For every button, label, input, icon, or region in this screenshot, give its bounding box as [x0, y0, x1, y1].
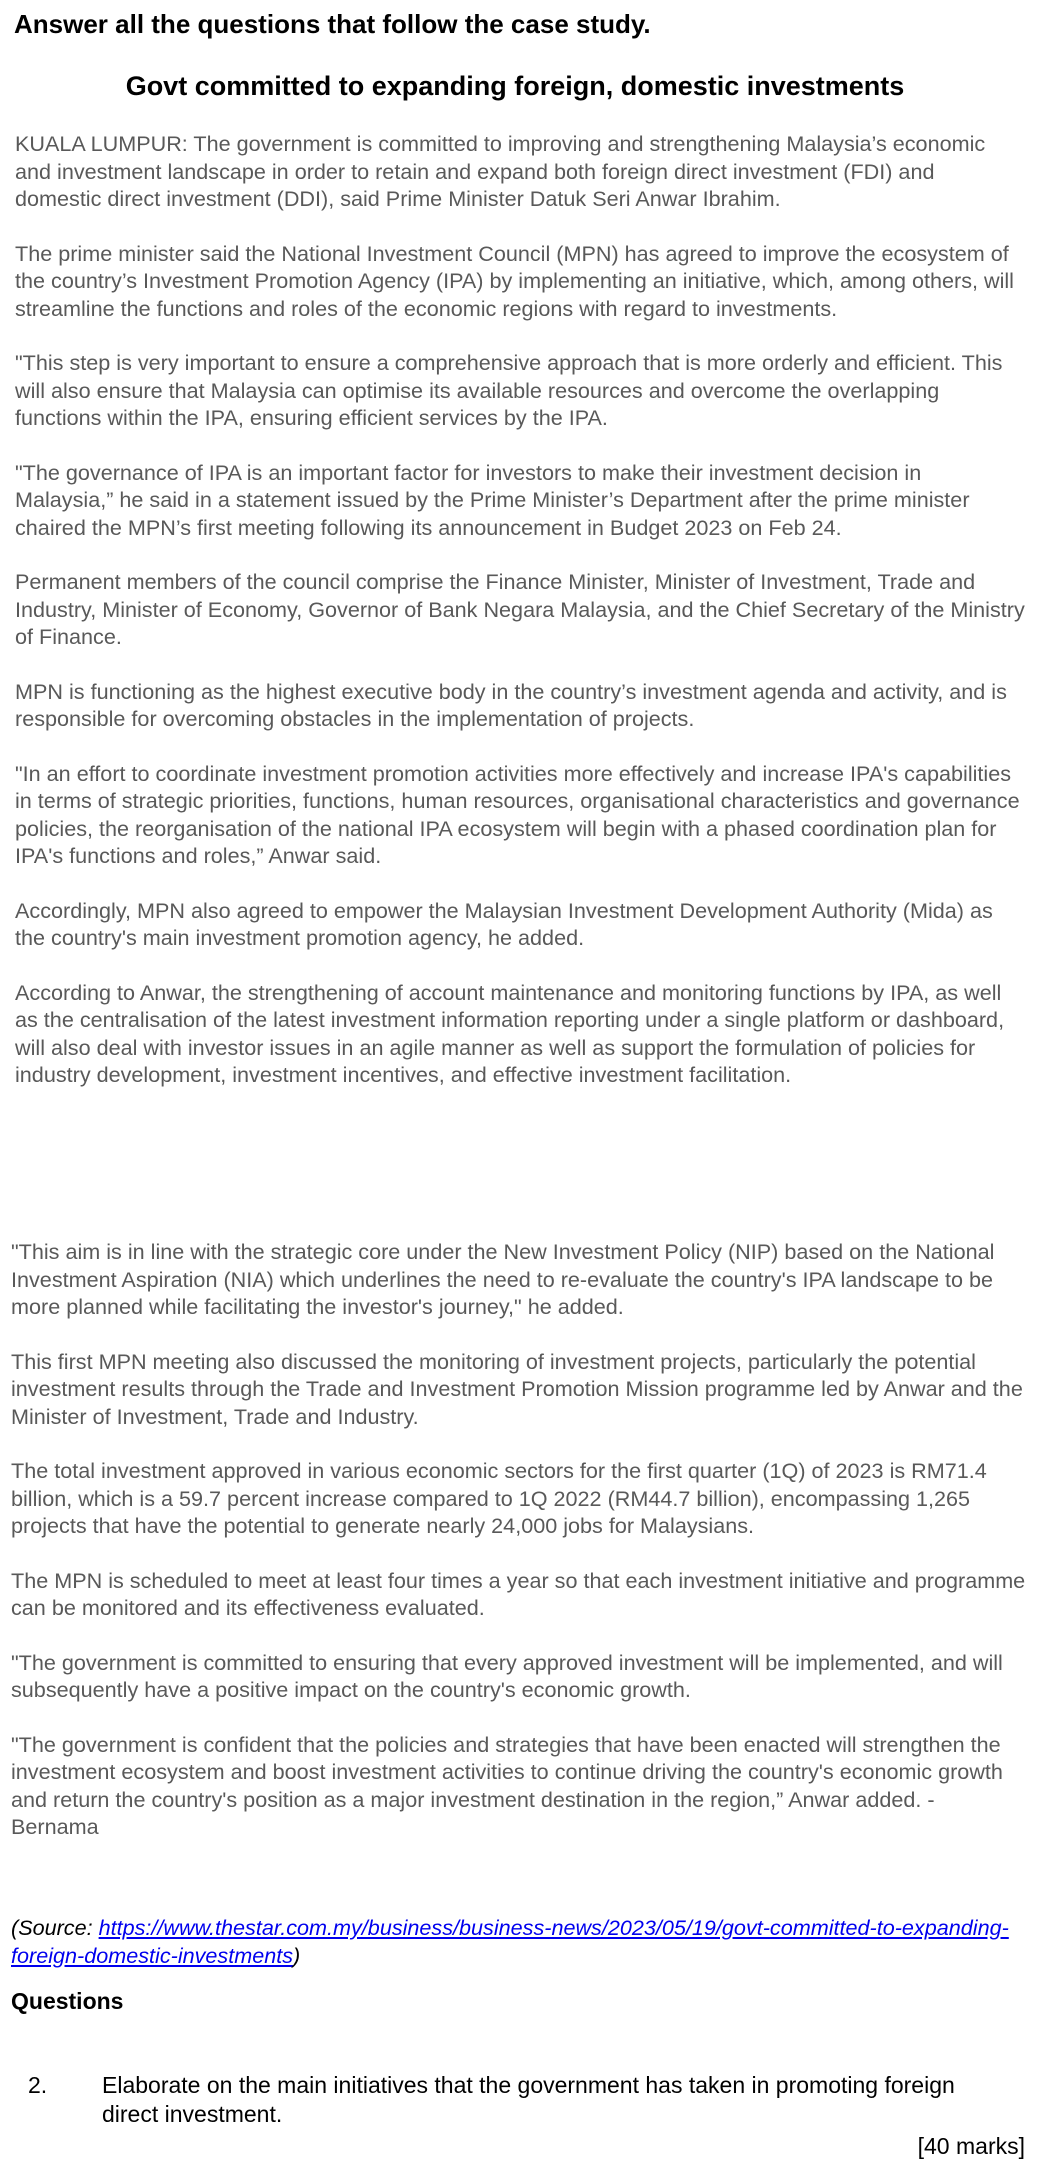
source-link[interactable]: https://www.thestar.com.my/business/business-news/2023/05/19/govt-committed-to-expanding-foreign-domestic-investments [11, 1915, 1009, 1968]
article-body-part1 [15, 130, 1025, 1116]
source-prefix: (Source: [11, 1915, 99, 1940]
article-paragraph: "The government is committed to ensuring that every approved investment will be implemented, and will subsequently have a positive impact on the country's economic growth. [11, 1649, 1003, 1702]
article-paragraph: "In an effort to coordinate investment promotion activities more effectively and increase IPA's capabilities in terms of strategic priorities, functions, human resources, organisational characteristics and governance policies, the reorganisation of the national IPA ecosystem will begin with a phased coordination plan for IPA's functions and roles,” Anwar said. [15, 760, 1020, 868]
questions-heading: Questions [11, 1988, 124, 2014]
article-paragraph: According to Anwar, the strengthening of account maintenance and monitoring functions by IPA, as well as the centralisation of the latest investment information reporting under a single platform or dashboard, will also deal with investor issues in an agile manner as well as support the formulation of policies for industry development, investment incentives, and effective investment facilitation. [15, 979, 1005, 1087]
article-paragraph: KUALA LUMPUR: The government is committed to improving and strengthening Malaysia’s economic and investment landscape in order to retain and expand both foreign direct investment (FDI) and domestic direct investment (DDI), said Prime Minister Datuk Seri Anwar Ibrahim. [15, 131, 986, 211]
question-number: 2. [28, 2072, 48, 2098]
article-paragraph: "The government is confident that the policies and strategies that have been enacted will strengthen the investment ecosystem and boost investment activities to continue driving the country's economic growth and return the country's position as a major investment destination in the region,” Anwar added. - Bernama [11, 1731, 1003, 1839]
source-suffix: ) [293, 1942, 301, 1968]
source-citation [11, 1914, 1021, 1969]
article-paragraph: "The governance of IPA is an important factor for investors to make their investment decision in Malaysia,” he said in a statement issued by the Prime Minister’s Department after the prime minister chaired the MPN’s first meeting following its announcement in Budget 2023 on Feb 24. [15, 459, 970, 540]
article-paragraph: The total investment approved in various economic sectors for the first quarter (1Q) of 2023 is RM71.4 billion, which is a 59.7 percent increase compared to 1Q 2022 (RM44.7 billion), encompassing 1,265 projects that have the potential to generate nearly 24,000 jobs for Malaysians. [11, 1458, 987, 1538]
article-paragraph: "This aim is in line with the strategic core under the New Investment Policy (NIP) based on the National Investment Aspiration (NIA) which underlines the need to re-evaluate the country's IPA landscape to be more planned while facilitating the investor's journey," he added. [11, 1239, 995, 1319]
article-paragraph: MPN is functioning as the highest executive body in the country’s investment agenda and activity, and is responsible for overcoming obstacles in the implementation of projects. [15, 678, 1007, 731]
article-paragraph: "This step is very important to ensure a comprehensive approach that is more orderly and efficient. This will also ensure that Malaysia can optimise its available resources and overcome the overlapping functions within the IPA, ensuring efficient services by the IPA. [15, 350, 1003, 430]
article-paragraph: The prime minister said the National Investment Council (MPN) has agreed to improve the ecosystem of the country’s Investment Promotion Agency (IPA) by implementing an initiative, which, among others, will streamline the functions and roles of the economic regions with regard to investments. [15, 240, 1014, 321]
article-paragraph: Permanent members of the council comprise the Finance Minister, Minister of Investment, Trade and Industry, Minister of Economy, Governor of Bank Negara Malaysia, and the Chief Secretary of the Ministry of Finance. [15, 569, 1025, 649]
article-paragraph: Accordingly, MPN also agreed to empower the Malaysian Investment Development Authority (Mida) as the country's main investment promotion agency, he added. [15, 897, 993, 950]
article-body-part2 [11, 1238, 1026, 1868]
instruction-heading: Answer all the questions that follow the case study. [14, 9, 651, 39]
article-paragraph: The MPN is scheduled to meet at least four times a year so that each investment initiative and programme can be monitored and its effectiveness evaluated. [11, 1567, 1026, 1620]
article-headline: Govt committed to expanding foreign, domestic investments [125, 71, 905, 101]
article-paragraph: This first MPN meeting also discussed the monitoring of investment projects, particularly the potential investment results through the Trade and Investment Promotion Mission programme led by Anwar and the Minister of Investment, Trade and Industry. [11, 1348, 1023, 1429]
question-marks: [40 marks] [917, 2133, 1025, 2159]
question-text: Elaborate on the main initiatives that the government has taken in promoting foreign direct investment. [102, 2072, 955, 2127]
